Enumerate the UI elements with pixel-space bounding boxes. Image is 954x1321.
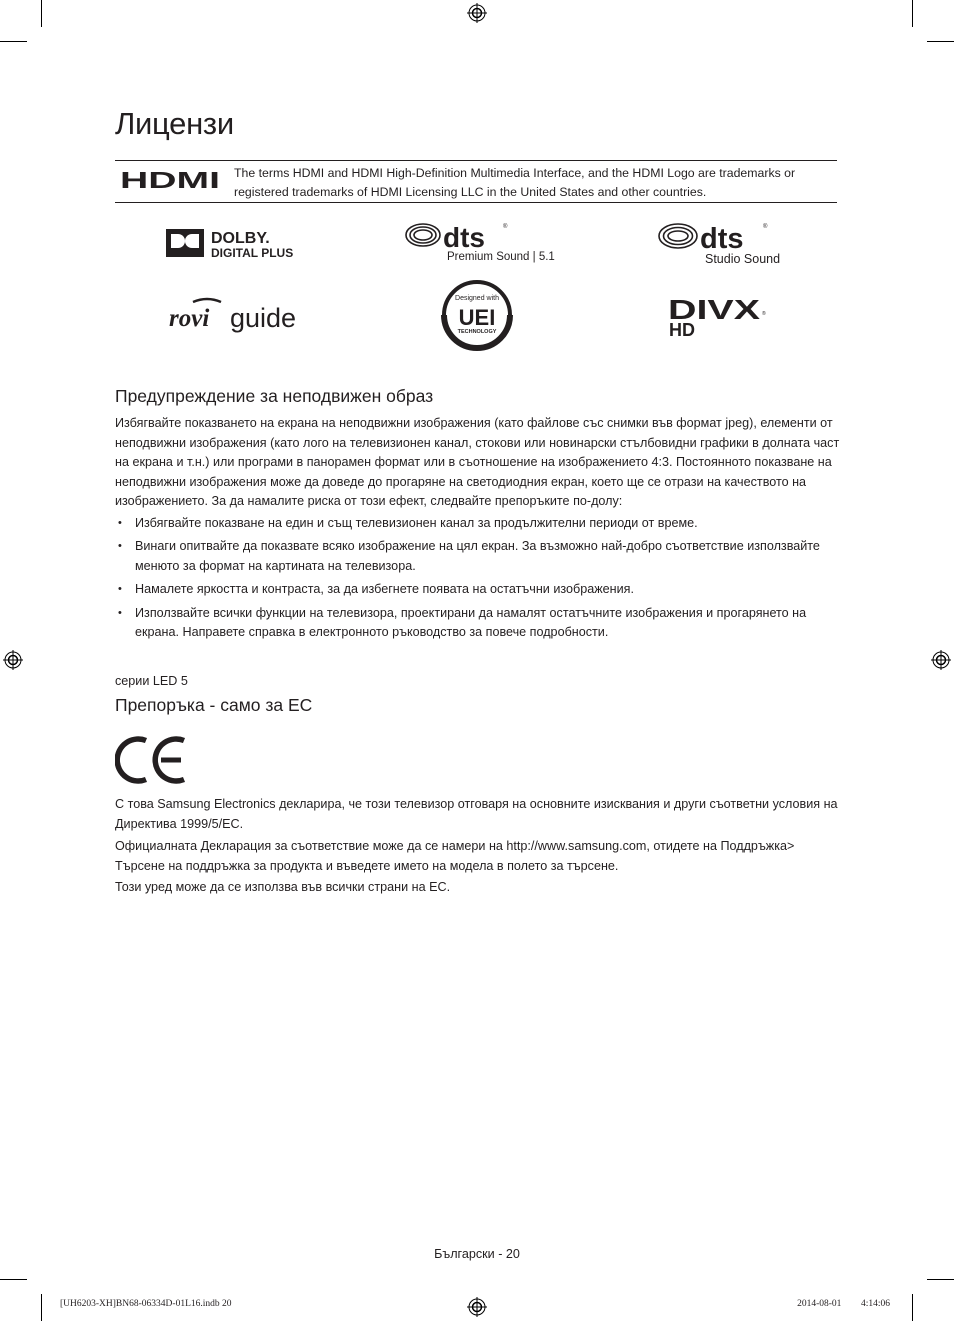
crop-mark: [41, 0, 42, 27]
declaration-link-paragraph: Официалната Декларация за съответствие може да се намери на http://www.samsung.com, отидете на Поддръжка> Търсене на поддръжка за продукта и въведете името на модела в полето за търсене.: [115, 839, 795, 873]
crop-mark: [41, 1294, 42, 1321]
crop-mark: [912, 1294, 913, 1321]
hdmi-logo-icon: [120, 171, 220, 191]
divx-sub: HD: [669, 320, 695, 338]
crop-mark: [927, 41, 954, 42]
uei-brand: UEI: [458, 305, 496, 330]
registration-mark-icon: [931, 650, 951, 670]
uei-technology-logo: [441, 279, 513, 351]
uei-top: Designed with: [455, 295, 499, 302]
hdmi-logo-text: HDMI: [120, 171, 220, 191]
hdmi-license-box: [115, 160, 837, 203]
declaration-paragraph: С това Samsung Electronics декларира, че този телевизор отговаря на основните изисквания и други съответни условия на Директива 1999/5/ЕС.: [115, 797, 838, 831]
divx-brand: DIVX: [668, 294, 761, 325]
list-item: • Използвайте всички функции на телевизора, проектирани да намалят остатъчните изображения и прогарянето на екрана. Направете справка в електронното ръководство за повече подробности.: [115, 604, 840, 643]
dts-brand: dts: [700, 223, 744, 255]
crop-mark: [912, 0, 913, 27]
list-item: • Винаги опитвайте да показвате всяко изображение на цял екран. За възможно най-добро съответствие използвайте менюто за формат на картината на телевизора.: [115, 537, 840, 576]
warning-bullet-list: [115, 514, 840, 647]
warning-heading: Предупреждение за неподвижен образ: [115, 386, 434, 406]
registration-mark-icon: [3, 650, 23, 670]
list-item: • Избягвайте показване на един и същ телевизионен канал за продължителни периоди от време.: [115, 514, 840, 534]
ce-mark-icon: [115, 735, 187, 785]
page-number: Български - 20: [434, 1247, 520, 1261]
series-label: серии LED 5: [115, 674, 188, 688]
svg-text:®: ®: [763, 224, 768, 230]
registration-mark-icon: [467, 1297, 487, 1317]
page-title: Лицензи: [115, 106, 234, 141]
registration-mark-icon: [467, 3, 487, 23]
uei-bottom: TECHNOLOGY: [457, 329, 497, 335]
dts-brand: dts: [443, 222, 485, 253]
slug-left: [UH6203-XH]BN68-06334D-01L16.indb 20: [60, 1299, 232, 1309]
rovi-brand: rovi: [169, 305, 210, 332]
rovi-guide-word: guide: [230, 303, 297, 333]
list-item: • Намалете яркостта и контраста, за да избегнете появата на остатъчни изображения.: [115, 580, 840, 600]
dolby-digital-plus-logo: [166, 226, 308, 260]
svg-text:®: ®: [503, 224, 508, 230]
divx-hd-logo: [668, 292, 768, 338]
dolby-line1: DOLBY.: [211, 230, 270, 247]
dts-studio-sound-logo: [658, 221, 783, 267]
eu-usage-paragraph: Този уред може да се използва във всички страни на ЕС.: [115, 880, 451, 894]
crop-mark: [0, 1279, 27, 1280]
svg-text:®: ®: [762, 311, 766, 317]
dts-studio-sub: Studio Sound: [705, 252, 781, 266]
dts-premium-sub: Premium Sound | 5.1: [447, 251, 555, 263]
slug-right: 2014-08-01 ￿￿ 4:14:06: [797, 1299, 890, 1309]
recommendation-heading: Препоръка - само за ЕС: [115, 695, 313, 715]
crop-mark: [0, 41, 27, 42]
rovi-guide-logo: [169, 296, 304, 336]
dolby-line2: DIGITAL PLUS: [211, 246, 294, 260]
crop-mark: [927, 1279, 954, 1280]
warning-intro: Избягвайте показването на екрана на неподвижни изображения (като файлове със снимки във формат jpeg), елементи от неподвижни изображения (като лого на телевизионен канал, стокови или новинарски стълбовидни графики в долната част на екрана и т.н.) или програми в панорамен формат или в съотношение на изображението 4:3. Постоянното показване на неподвижни изображения може да доведе до прогаряне на светодиодния екран, което ще се отрази на качеството на изображението. За да намалите риска от този ефект, следвайте препоръките по-долу:: [115, 416, 840, 509]
dts-premium-sound-logo: [405, 221, 555, 265]
hdmi-trademark-text: The terms HDMI and HDMI High-Definition Multimedia Interface, and the HDMI Logo are trademarks or registered trademarks of HDMI Licensing LLC in the United States and other countries.: [234, 166, 796, 199]
